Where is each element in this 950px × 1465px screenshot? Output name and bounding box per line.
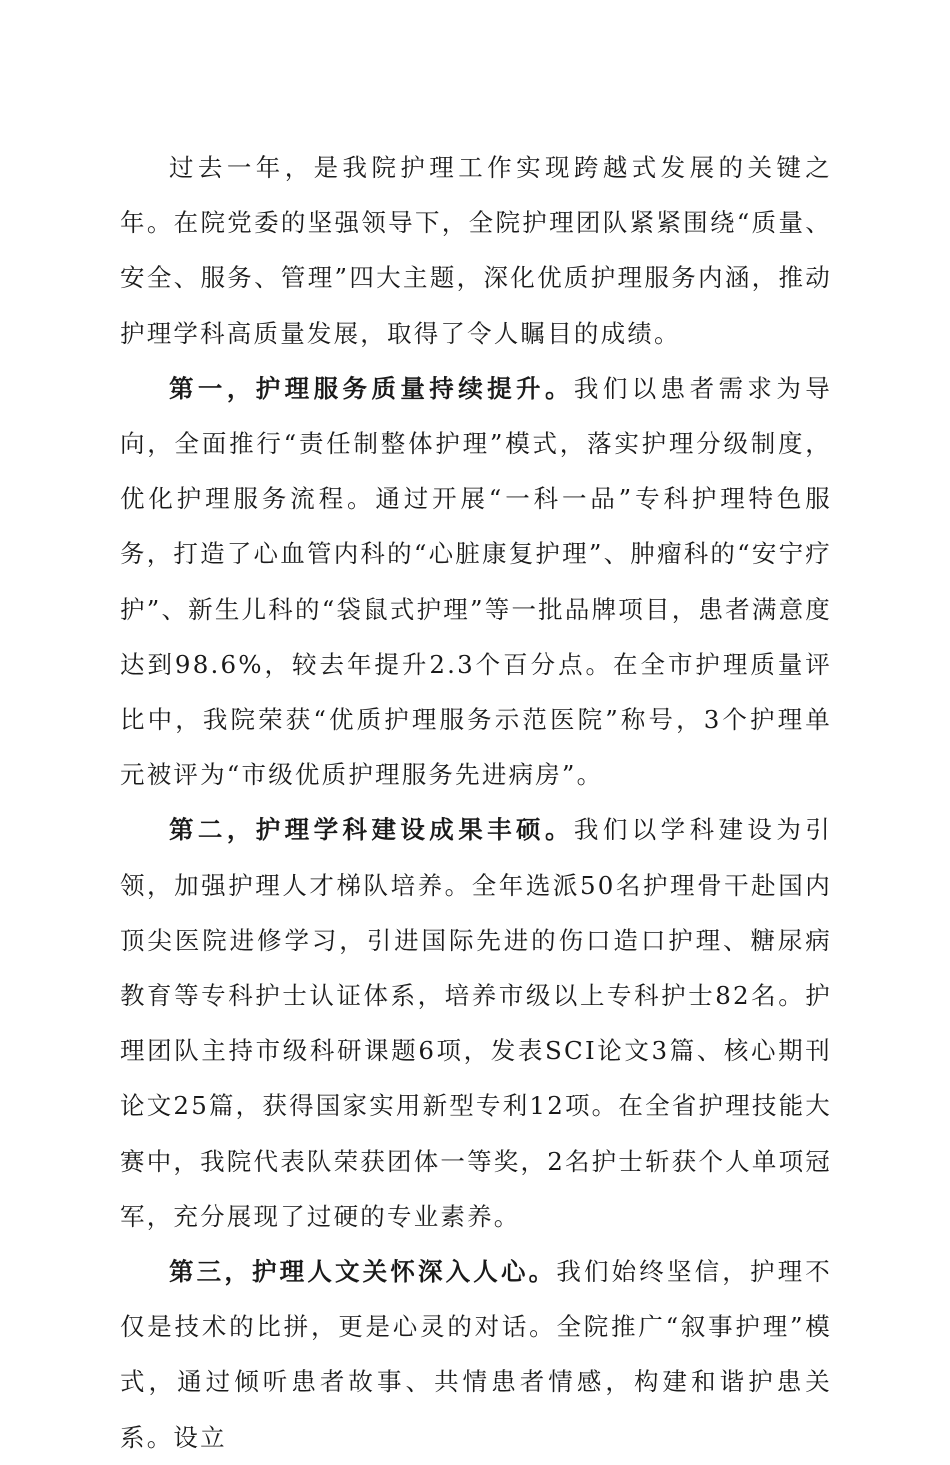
paragraph-lead: 第二，护理学科建设成果丰硕。: [169, 815, 574, 845]
paragraph-service-quality: [120, 361, 832, 803]
paragraph-body: 过去一年，是我院护理工作实现跨越式发展的关键之年。在院党委的坚强领导下，全院护理团队紧紧围绕“质量、安全、服务、管理”四大主题，深化优质护理服务内涵，推动护理学科高质量发展，取得了令人瞩目的成绩。: [120, 153, 832, 348]
paragraph-lead: 第三，护理人文关怀深入人心。: [169, 1257, 557, 1287]
paragraph-humanistic-care: [120, 1244, 832, 1465]
document-page: [120, 140, 832, 1465]
paragraph-body: 我们以患者需求为导向，全面推行“责任制整体护理”模式，落实护理分级制度，优化护理服务流程。通过开展“一科一品”专科护理特色服务，打造了心血管内科的“心脏康复护理”、肿瘤科的“安宁疗护”、新生儿科的“袋鼠式护理”等一批品牌项目，患者满意度达到98.6%，较去年提升2.3个百分点。在全市护理质量评比中，我院荣获“优质护理服务示范医院”称号，3个护理单元被评为“市级优质护理服务先进病房”。: [120, 373, 832, 790]
paragraph-intro: [120, 140, 832, 361]
paragraph-body: 我们以学科建设为引领，加强护理人才梯队培养。全年选派50名护理骨干赴国内顶尖医院进修学习，引进国际先进的伤口造口护理、糖尿病教育等专科护士认证体系，培养市级以上专科护士82名。护理团队主持市级科研课题6项，发表SCI论文3篇、核心期刊论文25篇，获得国家实用新型专利12项。在全省护理技能大赛中，我院代表队荣获团体一等奖，2名护士斩获个人单项冠军，充分展现了过硬的专业素养。: [120, 815, 832, 1231]
paragraph-discipline-building: [120, 802, 832, 1244]
paragraph-body: 我们始终坚信，护理不仅是技术的比拼，更是心灵的对话。全院推广“叙事护理”模式，通过倾听患者故事、共情患者情感，构建和谐护患关系。设立: [120, 1257, 832, 1452]
paragraph-lead: 第一，护理服务质量持续提升。: [169, 373, 574, 403]
